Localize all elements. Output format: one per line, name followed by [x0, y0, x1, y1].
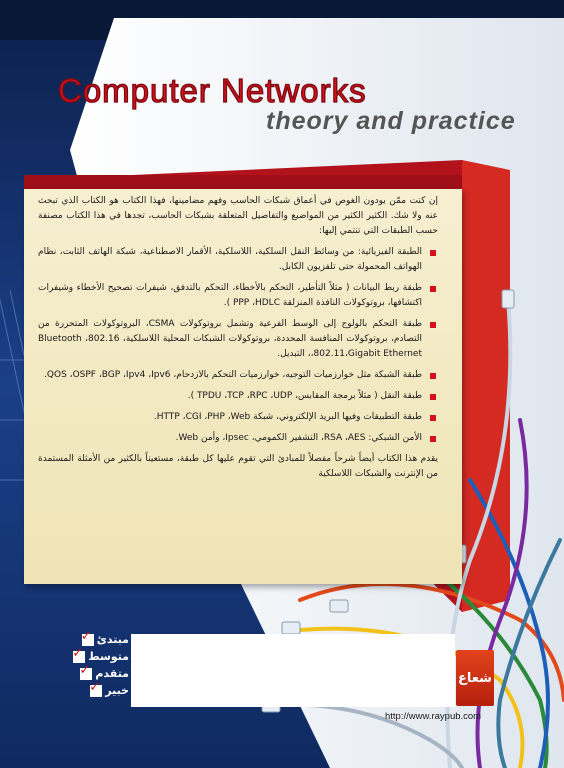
- checkmark-icon: ✓: [80, 628, 92, 644]
- layer-item: طبقة النقل ( مثلاً برمجة المقابس، TPDU ،TCP ،RPC ،UDP ).: [38, 389, 438, 404]
- blank-label-box: [131, 634, 455, 707]
- publisher-url: http://www.raypub.com: [385, 711, 482, 722]
- layer-item: طبقة الشبكة مثل خوارزميات التوجيه، خوارزميات التحكم بالازدحام، QOS ،OSPF ،BGP ،Ipv4 ،Ipv6.: [38, 368, 438, 383]
- layer-item: طبقة ربط البيانات ( مثلاً التأطير، التحكم بالأخطاء، التحكم بالتدفق، شيفرات تصحيح الأخطاء وشيفرات اكتشافها، بروتوكولات النافذة المنزلقة PPP ،HDLC ).: [38, 281, 438, 311]
- level-expert: [59, 679, 129, 699]
- layer-item: طبقة التحكم بالولوج إلى الوسط الفرعية وتشمل بروتوكولات CSMA، البروتوكولات المتحررة من التصادم، بروتوكولات المنافسة المحددة، بروتوكولات الشبكات المحلية اللاسلكية، Bluetooth ،802.16 ،802.11،Gigabit Ethernet، التبديل.: [38, 317, 438, 362]
- checkbox-icon: [79, 662, 92, 680]
- publisher-logo: شعاع: [456, 650, 494, 706]
- layers-list: [38, 245, 438, 446]
- layer-item: طبقة التطبيقات وفيها البريد الإلكتروني، شبكة HTTP ،CGI ،PHP ،Web.: [38, 410, 438, 425]
- checkmark-icon: ✓: [89, 679, 101, 695]
- level-label: مبتدئ: [96, 633, 129, 646]
- description-text: [38, 194, 438, 487]
- level-label: خبير: [105, 684, 129, 697]
- level-label: متوسط: [88, 650, 129, 663]
- intro-paragraph: إن كنت ممّن يودون الغوص في أعماق شبكات الحاسب وفهم مضامينها، فهذا الكتاب هو الكتاب الذي تبحث عنه ولا شك. الكثير الكثير من المواضيع والتفاصيل المتعلقة بشبكات الحاسب، تجدها في هذا الكتاب مصنفة حسب الطبقات التي تنتمي إليها:: [38, 196, 438, 236]
- layer-item: الطبقة الفيزيائية: من وسائط النقل السلكية، اللاسلكية، الأقمار الاصطناعية، شبكة الهاتف الثابت، نظام الهواتف المحمولة حتى تلفزيون الكابل.: [38, 245, 438, 275]
- outro-paragraph: يقدم هذا الكتاب أيضاً شرحاً مفصلاً للمبادئ التي تقوم عليها كل طبقة، مستعيناً بالكثير من الأمثلة المستمدة من الإنترنت والشبكات اللاسلكية: [38, 454, 438, 479]
- level-label: متقدم: [95, 667, 129, 680]
- checkbox-icon: [72, 645, 85, 663]
- checkmark-icon: ✓: [79, 662, 91, 678]
- level-beginner: [59, 628, 129, 648]
- book-title: Computer Networks: [58, 72, 367, 109]
- level-intermediate: [59, 645, 129, 665]
- checkbox-icon: [80, 628, 94, 646]
- level-checklist: [59, 628, 129, 699]
- layer-item: الأمن الشبكي: RSA ،AES، التشفير الكمومي، Ipsec، وأمن Web.: [38, 431, 438, 446]
- checkbox-icon: [89, 679, 102, 697]
- checkmark-icon: ✓: [72, 645, 84, 661]
- book-subtitle: theory and practice: [266, 107, 516, 135]
